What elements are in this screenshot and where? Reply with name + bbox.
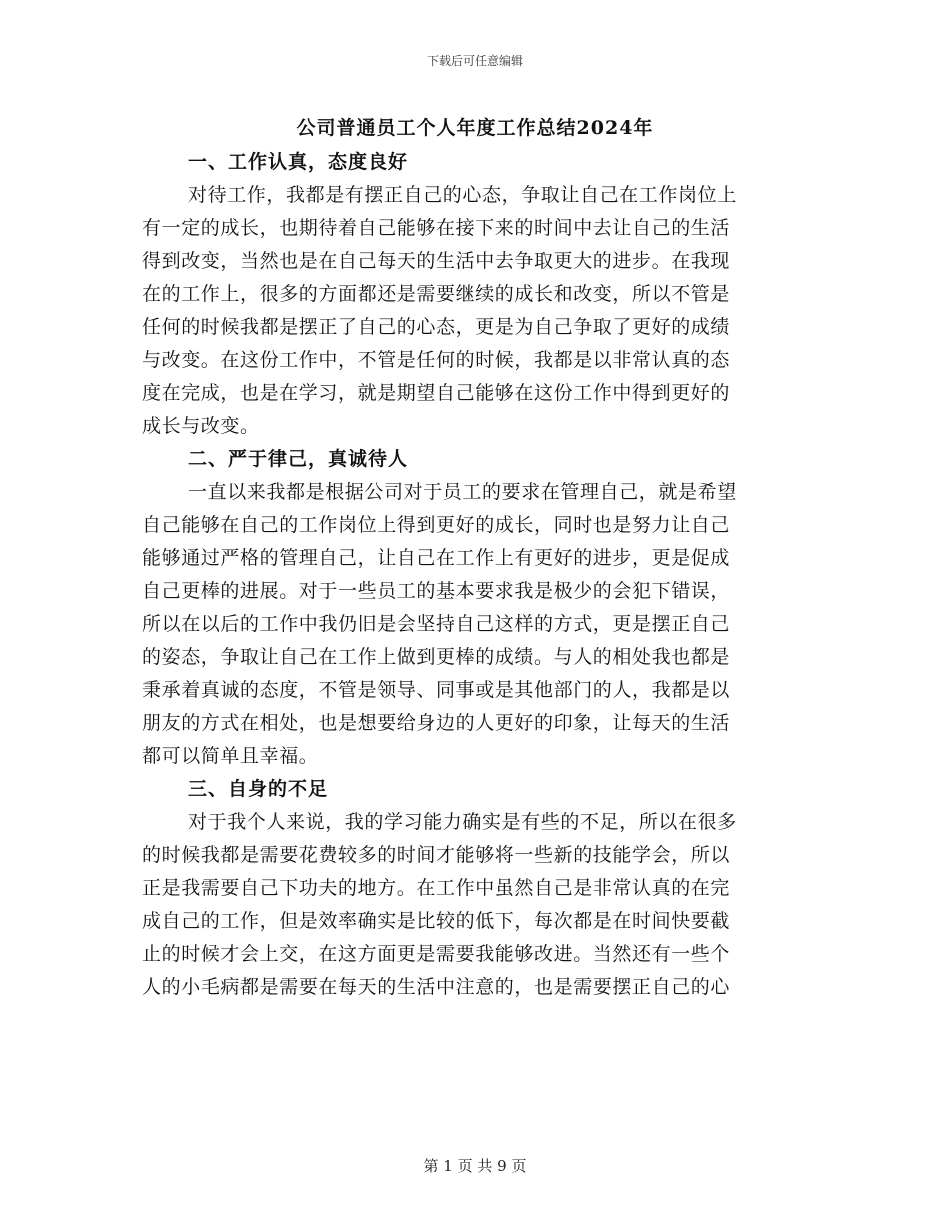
document-title: 公司普通员工个人年度工作总结2024年 [296,117,654,139]
paragraph-line: 对于我个人来说，我的学习能力确实是有些的不足，所以在很多 [188,811,737,833]
section-heading-3: 三、自身的不足 [188,778,329,800]
paragraph-line: 秉承着真诚的态度，不管是领导、同事或是其他部门的人，我都是以 [142,679,731,701]
paragraph-line: 有一定的成长，也期待着自己能够在接下来的时间中去让自己的生活 [142,217,731,239]
section-paragraph-1 [142,179,800,443]
paragraph-line: 成自己的工作，但是效率确实是比较的低下，每次都是在时间快要截 [142,910,731,932]
paragraph-line: 自己更棒的进展。对于一些员工的基本要求我是极少的会犯下错误， [142,580,731,602]
page-number-footer: 第 1 页 共 9 页 [423,1157,527,1175]
paragraph-line: 在的工作上，很多的方面都还是需要继续的成长和改变，所以不管是 [142,283,731,305]
paragraph-line: 所以在以后的工作中我仍旧是会坚持自己这样的方式，更是摆正自己 [142,613,731,635]
paragraph-line: 人的小毛病都是需要在每天的生活中注意的，也是需要摆正自己的心 [142,976,731,998]
section-paragraph-2 [142,476,800,773]
document-body [142,146,800,1004]
section-paragraph-3 [142,806,800,1004]
paragraph-line: 自己能够在自己的工作岗位上得到更好的成长，同时也是努力让自己 [142,514,731,536]
paragraph-line: 与改变。在这份工作中，不管是任何的时候，我都是以非常认真的态 [142,349,731,371]
section-heading-1: 一、工作认真，态度良好 [188,151,409,173]
paragraph-line: 都可以简单且幸福。 [142,745,319,767]
paragraph-line: 的时候我都是需要花费较多的时间才能够将一些新的技能学会，所以 [142,844,731,866]
paragraph-line: 成长与改变。 [142,415,260,437]
paragraph-line: 的姿态，争取让自己在工作上做到更棒的成绩。与人的相处我也都是 [142,646,731,668]
paragraph-line: 度在完成，也是在学习，就是期望自己能够在这份工作中得到更好的 [142,382,731,404]
paragraph-line: 任何的时候我都是摆正了自己的心态，更是为自己争取了更好的成绩 [142,316,731,338]
paragraph-line: 正是我需要自己下功夫的地方。在工作中虽然自己是非常认真的在完 [142,877,731,899]
paragraph-line: 对待工作，我都是有摆正自己的心态，争取让自己在工作岗位上 [188,184,737,206]
page-header-note: 下载后可任意编辑 [426,54,523,68]
paragraph-line: 一直以来我都是根据公司对于员工的要求在管理自己，就是希望 [188,481,737,503]
paragraph-line: 能够通过严格的管理自己，让自己在工作上有更好的进步，更是促成 [142,547,731,569]
section-heading-2: 二、严于律己，真诚待人 [188,448,409,470]
paragraph-line: 止的时候才会上交，在这方面更是需要我能够改进。当然还有一些个 [142,943,731,965]
paragraph-line: 得到改变，当然也是在自己每天的生活中去争取更大的进步。在我现 [142,250,731,272]
paragraph-line: 朋友的方式在相处，也是想要给身边的人更好的印象，让每天的生活 [142,712,731,734]
